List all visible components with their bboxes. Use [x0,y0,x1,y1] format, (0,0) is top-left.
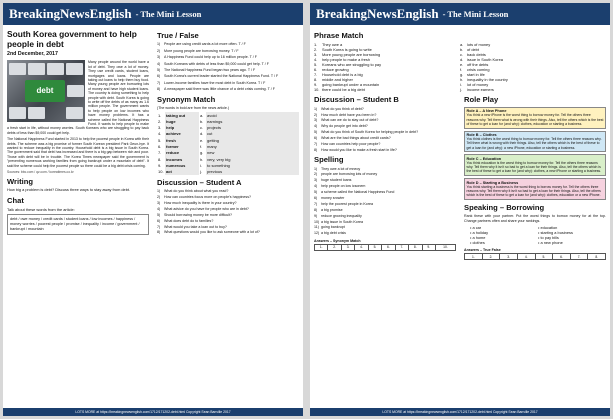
answer-cell[interactable]: 5. [535,254,553,260]
discussion-a-question-text: What do you think about what you read? [164,189,229,194]
true-false-item-number: 3) [157,55,161,60]
spelling-item-number: 10) [314,219,320,224]
phrase-right-text: of debt [467,47,479,53]
true-false-item [157,49,299,53]
phrase-left-text: there could be a big debt [322,87,365,93]
true-false-item-number: 6) [157,74,161,79]
phrase-left-number: 10. [314,87,320,93]
discussion-a-list [157,189,299,235]
phrase-match-heading: Phrase Match [314,31,364,40]
synonym-letter: a. [200,112,204,118]
true-false-item-text: More young people are borrowing money. T / F [164,48,239,53]
phrase-left-text: South Korea is going to write [322,47,372,53]
bullet-icon: • [470,225,473,231]
phrase-left-text: Household debt is a big [322,72,363,78]
answers-tf-grid [464,253,606,260]
phrase-right-letter: i. [460,82,462,88]
spelling-item-number: 2) [314,172,318,177]
true-false-item-text: South Koreans with debts of less than $9,000 could get help. T / F [164,61,269,66]
answer-cell[interactable]: 10. [435,244,455,250]
keyboard-photo [7,60,85,122]
discussion-b-question-number: 4) [314,124,318,129]
speaking-option-text: a new phone [540,240,563,246]
speaking-heading: Speaking – Borrowing [464,202,545,212]
spelling-item [314,184,456,188]
phrase-left-text: going bankrupt under a mountain [322,82,380,88]
phrase-left-number: 1. [314,42,318,48]
discussion-b-question [314,130,456,134]
synonym-number: 7. [158,150,162,156]
answer-cell[interactable]: 1. [315,244,328,250]
right-column [153,28,299,236]
phrase-right-text: lots of money [467,42,491,48]
true-false-item-text: The National Happiness Fund began two years ago. T / F [164,67,256,72]
discussion-b-question-text: How can countries help poor people? [321,142,381,147]
answer-cell[interactable]: 5. [368,244,381,250]
discussion-b-question [314,124,456,128]
article-paragraph-2: The National Happiness Fund started in 2013 to help the poorest people in Korea with their debts. The scheme was a big promise of former South Korean president Park Geun-hye. It wanted to reduce inequality in the country. Household debt is a big issue in South Korea. The government said that debt has increased and there is a big gap between rich and poor. Those with debt will be in trouble. The Korea Times newspaper said the government is "preventing numerous working families from going bankrupt under a mountain of debt". It said the scheme could help the poorest people so there could be a big debt crisis coming. [7,137,149,168]
discussion-b-question-text: What do you think of South Korea for helping people in debt? [321,130,419,135]
lesson-subtitle: - The Mini Lesson [135,9,202,19]
true-false-item-number: 1) [157,42,161,47]
spelling-item-text: money srowier [321,196,345,201]
synonym-option: projects [206,125,299,131]
synonym-option: getting [206,137,299,143]
spelling-list [314,167,456,236]
synonym-option: to something [206,162,299,168]
discussion-a-question-text: What would you take a loan out to buy? [164,224,227,229]
spelling-heading: Spelling [314,155,344,165]
discussion-a-question-number: 8) [157,230,161,235]
synonym-number: 8. [158,156,162,162]
discussion-a-question [157,213,299,217]
spelling-item [314,220,456,224]
discussion-b-question [314,148,456,152]
discussion-b-question [314,142,456,146]
chat-word-box: debt / owe money / credit cards / student loans / low incomes / happiness / money worries / poorest people / promise / inequality / income / government / bankrupt / mountain [7,214,149,235]
synonym-letter: c. [200,125,204,131]
discussion-b-question-number: 3) [314,118,318,123]
synonym-word: incomes [165,156,199,162]
phrase-match-right [460,42,606,92]
synonym-letter: b. [200,118,204,124]
role-card [464,107,606,129]
left-column [314,92,460,260]
answers-tf-heading: Answers – True False [464,248,501,253]
discussion-a-question-text: What questions would you like to ask someone with a lot of? [164,230,260,235]
answer-cell[interactable]: 7. [570,254,588,260]
synonym-option: cut [206,131,299,137]
synonym-match-heading: Synonym Match [157,94,216,104]
spelling-item-text: help the poorest people in Korea [321,201,373,206]
spelling-item-number: 1) [314,166,318,171]
bullet-icon: • [470,240,473,246]
article-paragraph-1: Many people around the world have a lot of debt. They owe a lot of money. They use credit cards, student loans, mortgages and loans. People are taking out loans to help them buy food. Many young people are borrowing lots of money and have high student loans. The country is doing something to help people with debt. South Korea is going to write off the debts of as many as 1.6 million people. The government wants to help people on low incomes who have money problems. It has a scheme called the National Happiness Fund. It wants to help people to make a fresh start in life, without money worries. South Koreans who are struggling to pay back debts of less than $9,000 could get help. [7,60,149,135]
spelling-item [314,172,456,176]
discussion-a-question-text: How can countries focus more on people's happiness? [164,195,251,200]
true-false-item [157,68,299,72]
synonym-letter: f. [200,144,203,150]
spelling-item [314,202,456,206]
discussion-a-question-text: What advice do you have for people who are in debt? [164,206,249,211]
answer-cell[interactable]: 2. [482,254,500,260]
synonym-word: huge [165,118,199,124]
phrase-right-text: off the debts [467,62,489,68]
synonym-option: many [206,143,299,149]
discussion-a-question [157,207,299,211]
spelling-item-number: 3) [314,178,318,183]
synonym-number: 4. [158,131,162,137]
phrase-left-text: Koreans who are struggling to pay [322,62,382,68]
answers-synonym-grid [314,244,456,251]
bullet-icon: • [470,230,473,236]
discussion-a-question-number: 7) [157,224,161,229]
bullet-icon: • [538,225,541,231]
synonym-word: fresh [165,137,199,143]
spelling-item-number: 9) [314,213,318,218]
discussion-a-question-number: 2) [157,195,161,200]
synonym-note: (The words in bold are from the news article.) [157,105,230,110]
phrase-right-text: back debts [467,52,486,58]
spelling-item [314,231,456,235]
answer-cell[interactable]: 4. [517,254,535,260]
true-false-item-text: People are using credit cards a lot more often. T / F [164,42,246,47]
synonym-number: 6. [158,144,162,150]
true-false-item [157,55,299,59]
phrase-right-letter: a. [460,42,464,48]
true-false-item [157,81,299,85]
phrase-left-text: middle and higher [322,77,353,83]
synonym-word: help [165,125,199,131]
discussion-a-question-text: How much inequality is there in your country? [164,201,237,206]
phrase-right-text: lot of money [467,82,489,88]
debt-key: debt [25,80,65,102]
discussion-a-question-number: 1) [157,189,161,194]
spelling-item-text: a big issue in South Korea [321,219,363,224]
synonym-letter: g. [200,150,204,156]
phrase-left-text: help people to make a fresh [322,57,371,63]
article-date: 2nd December, 2017 [7,51,58,58]
spelling-item-text: going bankrupt [321,225,345,230]
worksheet-page-2 [310,3,610,416]
true-false-item-number: 4) [157,61,161,66]
spelling-item-text: a big promise [321,207,343,212]
phrase-right-letter: h. [460,77,464,83]
discussion-b-list [314,107,456,153]
synonym-word: former [165,143,199,149]
answer-cell[interactable]: 7. [395,244,408,250]
spelling-item-text: reduce growing inequality [321,213,362,218]
synonym-number: 5. [158,137,162,143]
synonym-letter: i. [200,162,202,168]
synonym-option: earnings [206,118,299,124]
spelling-item-number: 5) [314,190,318,195]
phrase-right-letter: f. [460,67,463,73]
true-false-item [157,62,299,66]
discussion-b-question-text: Why do people get into debt? [321,124,368,129]
discussion-b-question [314,118,456,122]
phrase-right-text: start in life [467,72,485,78]
phrase-right-text: income earners [467,87,494,93]
discussion-a-question-number: 3) [157,201,161,206]
role-card [464,131,606,153]
synonym-word: taking out [165,112,199,118]
phrase-match-left [314,42,460,92]
phrase-right-letter: b. [460,47,464,53]
speaking-instruction: Rank these with your partner. Put the worst things to borrow money for at the top. Change partners often and share your rankings. [464,214,606,223]
true-false-item-number: 8) [157,87,161,92]
answers-synonym-heading: Answers – Synonym Match [314,238,361,243]
true-false-item [157,74,299,78]
synonym-word: achieve [165,131,199,137]
synonym-word: act [165,169,199,175]
synonym-number: 9. [158,162,162,168]
answer-cell[interactable]: 9. [422,244,435,250]
synonym-letter: h. [200,156,204,162]
article-sources: Sources: bbc.com / qz.com / koreatimes.co.kr [7,170,74,175]
true-false-item-number: 5) [157,67,161,72]
bullet-icon: • [538,235,541,241]
discussion-a-question [157,189,299,193]
answer-cell[interactable]: 4. [355,244,368,250]
spelling-item [314,190,456,194]
role-card-title: Role D – Starting a Business [466,180,519,185]
phrase-left-number: 7. [314,72,318,78]
phrase-right-text: crisis coming [467,67,490,73]
phrase-right-text: issue in South Korea [467,57,503,63]
discussion-b-question-text: How would you like to make a fresh start in life? [321,147,397,152]
spelling-item-text: people are borrowing lots of money [321,172,378,177]
spelling-item-text: a scheme called the National Happiness Fund [321,190,395,195]
discussion-b-question-number: 2) [314,112,318,117]
answer-cell[interactable]: 8. [409,244,422,250]
synonym-letter: d. [200,131,204,137]
synonym-letter: j. [200,169,202,175]
true-false-item-number: 2) [157,48,161,53]
discussion-b-heading: Discussion – Student B [314,95,399,105]
true-false-list [157,42,299,91]
role-play-heading: Role Play [464,95,499,105]
page-footer[interactable]: LOTS MORE at https://breakingnewsenglish.com/1712/171202-debt.html Copyright Sean Banville 2017 [310,408,610,416]
writing-prompt: How big a problem is debt? Discuss three ways to stay away from debt. [7,187,131,193]
spelling-item [314,178,456,182]
role-card-title: Role B – Clothes [466,133,497,137]
answer-cell[interactable]: 6. [382,244,395,250]
spelling-item-text: a big debt crisis [321,231,346,236]
discussion-a-question [157,219,299,223]
right-column [460,92,606,260]
speaking-option [470,240,541,246]
phrase-left-number: 5. [314,62,318,68]
speaking-option-text: education [540,225,558,231]
synonym-number: 2. [158,118,162,124]
phrase-left-text: They owe a [322,42,343,48]
speaking-option-text: a holiday [472,230,489,236]
discussion-b-question-number: 1) [314,106,318,111]
discussion-a-question-text: What does debt do to families? [164,218,214,223]
worksheet-page-1 [3,3,303,416]
phrase-left-text: More young people are borrowing [322,52,381,58]
phrase-left-number: 2. [314,47,318,53]
true-false-item-text: Lower-income families have the most debt in South Korea. T / F [164,80,266,85]
answer-cell[interactable]: 3. [500,254,518,260]
speaking-option-text: to pay bills [540,235,559,241]
discussion-a-question-text: Should borrowing money be more difficult? [164,212,233,217]
true-false-item-text: South Korea's current leader started the National Happiness Fund. T / F [164,74,279,79]
discussion-b-question-number: 8) [314,147,318,152]
spelling-item-number: 4) [314,184,318,189]
spelling-item-number: 7) [314,201,318,206]
role-card-text: You think starting a business is the worst thing to borrow money for. Tell the others three reasons why. Tell them why it isn't so bad to get a loan for their things. Also, tell the others which is the best of these to get a loan for (and why): clothes, education or a new iPhone. [466,184,601,198]
true-false-item-number: 7) [157,80,161,85]
synonym-option: new [206,150,299,156]
chat-heading: Chat [7,196,24,206]
discussion-b-question-number: 7) [314,142,318,147]
role-card-text: You think a new iPhone is the worst thing to borrow money for. Tell the others three reasons why. Tell them what is wrong with their things. Also, tell the others which is the best of these to get a loan for (and why): clothes, education or starting a business. [466,113,604,126]
phrase-left-number: 9. [314,82,318,88]
speaking-option-text: a home [472,235,486,241]
synonym-table [157,112,299,175]
synonym-option: previous [206,169,299,175]
discussion-b-question [314,113,456,117]
discussion-b-question-text: What are the bad things about credit cards? [321,136,391,141]
chat-instruction: Talk about these words from the article: [7,206,75,212]
discussion-b-question-number: 6) [314,136,318,141]
synonym-number: 10. [158,169,164,175]
answer-cell[interactable]: 6. [553,254,571,260]
synonym-option: very, very big [206,156,299,162]
discussion-a-question [157,225,299,229]
spelling-item-number: 6) [314,196,318,201]
synonym-word: numerous [165,162,199,168]
speaking-options [464,225,606,245]
discussion-a-question [157,195,299,199]
synonym-option: avoid [206,112,299,118]
article-headline: South Korea government to help people in debt [7,29,137,49]
bullet-icon: • [470,235,473,241]
synonym-number: 1. [158,112,162,118]
spelling-item [314,225,456,229]
synonym-word: reduce [165,150,199,156]
phrase-left-number: 8. [314,77,318,83]
speaking-option [538,240,606,245]
spelling-item [314,167,456,171]
spelling-item-number: 11) [314,225,319,230]
page-banner [3,3,303,25]
role-card-title: Role A – A New Phone [466,109,507,114]
speaking-option-text: a car [472,225,482,231]
discussion-a-question [157,230,299,234]
spelling-item-number: 12) [314,231,320,236]
true-false-item [157,42,299,46]
discussion-a-question-number: 5) [157,212,161,217]
speaking-option-text: clothes [472,240,485,246]
phrase-right-letter: d. [460,57,464,63]
speaking-option-text: starting a business [540,230,573,236]
spelling-item [314,208,456,212]
page-banner [310,3,610,25]
discussion-b-question [314,107,456,111]
phrase-right-letter: e. [460,62,464,68]
phrase-match [314,42,606,92]
discussion-a-question-number: 4) [157,206,161,211]
answer-cell[interactable]: 2. [328,244,341,250]
true-false-heading: True / False [157,31,199,40]
true-false-item-text: A Happiness Fund could help up to 16 million people. T / F [164,55,257,60]
synonym-letter: e. [200,137,204,143]
spelling-item-number: 8) [314,207,318,212]
phrase-left-text: reduce growing [322,67,349,73]
discussion-a-heading: Discussion – Student A [157,177,242,187]
discussion-b-question [314,136,456,140]
spelling-item [314,214,456,218]
discussion-b-question-number: 5) [314,130,318,135]
spelling-item-text: huge student loans [321,178,352,183]
phrase-left-number: 6. [314,67,318,73]
phrase-right-letter: g. [460,72,464,78]
synonym-row [157,169,299,175]
answer-cell[interactable]: 1. [465,254,483,260]
role-card-text: You think education is the worst thing to borrow money for. Tell the others three reasons why. Tell them why it isn't so bad to get a loan for their things. Also, tell the others which is the best of these to get a loan for (and why): clothes, a new iPhone or starting a business. [466,161,602,174]
true-false-item [157,87,299,91]
spelling-item [314,196,456,200]
lesson-subtitle: - The Mini Lesson [442,9,509,19]
role-card [464,178,606,200]
page-footer[interactable]: LOTS MORE at https://breakingnewsenglish.com/1712/171202-debt.html Copyright Sean Banville 2017 [3,408,303,416]
role-card-title: Role C – Education [466,156,502,161]
spelling-item-text: help people on low icsonem [321,184,366,189]
bullet-icon: • [538,240,541,246]
discussion-b-question-text: How much debt have you been in? [321,112,377,117]
role-play-cards [464,107,606,200]
role-card-text: You think clothes is the worst thing to borrow money for. Tell the others three reasons why. Tell them what is wrong with their things. Also, tell the others which is the best of these to get a loan for (and why): a new iPhone, education or starting a business. [466,137,602,150]
answer-cell[interactable]: 8. [588,254,606,260]
phrase-left-number: 4. [314,57,318,63]
phrase-right-letter: j. [460,87,462,93]
spelling-item-text: They owe a lot of mneoy [321,166,361,171]
phrase-right-text: inequality in the country [467,77,508,83]
true-false-item-text: A newspaper said there was little chance of a debt crisis coming. T / F [164,87,275,92]
discussion-b-question-text: What do you think of debt? [321,106,364,111]
writing-heading: Writing [7,177,34,187]
left-column [7,28,153,236]
phrase-right-letter: c. [460,52,464,58]
answer-cell[interactable]: 3. [341,244,354,250]
role-card [464,154,606,176]
brand-title: BreakingNewsEnglish [316,6,439,21]
brand-title: BreakingNewsEnglish [9,6,132,21]
phrase-left-number: 3. [314,52,318,58]
article-body [7,60,149,168]
synonym-number: 3. [158,125,162,131]
bullet-icon: • [538,230,541,236]
discussion-a-question-number: 6) [157,218,161,223]
discussion-b-question-text: What can we do to stay out of debt? [321,118,379,123]
discussion-a-question [157,201,299,205]
